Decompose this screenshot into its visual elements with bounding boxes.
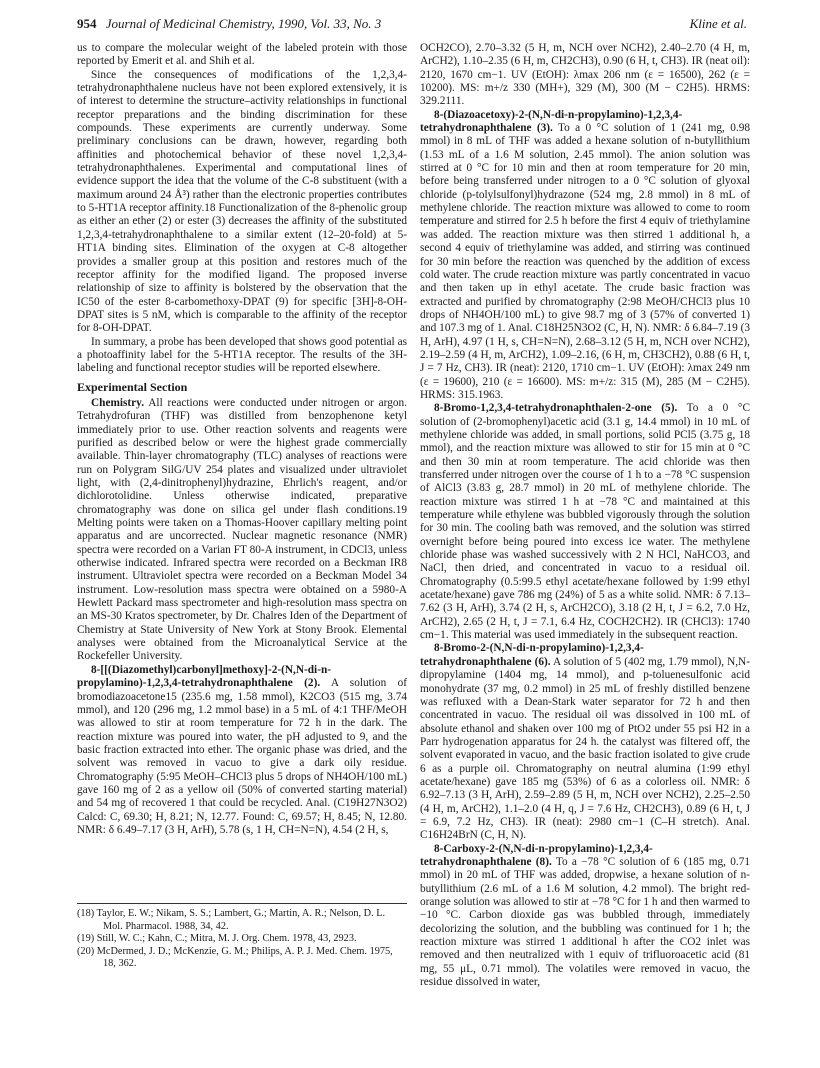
paragraph-text: us to compare the molecular weight of the labeled protein with those reported by Emerit et al. and Shih et al. — [77, 42, 407, 68]
page-number: 954 — [77, 16, 97, 31]
paragraph — [77, 664, 407, 837]
paragraph — [77, 69, 407, 336]
paragraph-lead: 8-[[(Diazomethyl)carbonyl]methoxy]-2-(N,N-di-n-propylamino)-1,2,3,4-tetrahydronaphthalene (2). — [77, 663, 332, 690]
paragraph-text: OCH2CO), 2.70–3.32 (5 H, m, NCH over NCH2), 2.40–2.70 (4 H, m, ArCH2), 1.10–2.35 (6 H, m, CH2CH3), 0.90 (6 H, t, CH3). IR (neat oil): 2120, 1670 cm−1. UV (EtOH): λmax 206 nm (ε = 16500), 262 (ε = 10200). MS: m+/z 330 (MH+), 329 (M), 300 (M − C2H5). HRMS: 329.2111. — [420, 42, 750, 108]
paragraph-lead: 8-Bromo-2-(N,N-di-n-propylamino)-1,2,3,4-tetrahydronaphthalene (6). — [420, 642, 644, 668]
paragraph-text: A solution of 5 (402 mg, 1.79 mmol), N,N-dipropylamine (1404 mg, 14 mmol), and p-toluenesulfonic acid monohydrate (37 mg, 0.2 mmol) in 25 mL of freshly distilled benzene was refluxed with a Dean-Stark water separator for 72 h and then concentrated in vacuo. The residual oil was dissolved in 100 mL of absolute ethanol and shaken over 100 mg of PtO2 under 55 psi H2 in a Parr hydrogenation apparatus for 24 h. the catalyst was filtered off, the solvent evaporated in vacuo, and the basic fraction isolated to give crude 6 as a purple oil. Chromatography on neutral alumina (1:99 ethyl acetate/hexane) gave 185 mg (53%) of 6 as a colorless oil. NMR: δ 6.92–7.13 (3 H, ArH), 2.59–2.89 (5 H, m, NCH over NCH2), 2.25–2.50 (4 H, m, ArCH2), 1.1–2.0 (4 H, q, J = 7.6 Hz, CH2CH3), 0.89 (6 H, t, J = 6.9, 7.2 Hz, CH3). IR (neat): 2980 cm−1 (C–H stretch). Anal. C16H24BrN (C, H, N). — [420, 655, 750, 842]
running-header — [77, 16, 747, 34]
paragraph — [420, 843, 750, 990]
footnote: (20) McDermed, J. D.; McKenzie, G. M.; Philips, A. P. J. Med. Chem. 1975, 18, 362. — [77, 945, 393, 970]
paragraph-lead: Chemistry. — [91, 396, 145, 409]
paragraph — [420, 642, 750, 842]
footnote: (19) Still, W. C.; Kahn, C.; Mitra, M. J. Org. Chem. 1978, 43, 2923. — [77, 933, 357, 945]
paragraph — [77, 397, 407, 664]
journal-citation: Journal of Medicinal Chemistry, 1990, Vol. 33, No. 3 — [105, 16, 382, 31]
paragraph-lead: 8-Carboxy-2-(N,N-di-n-propylamino)-1,2,3,4-tetrahydronaphthalene (8). — [420, 842, 653, 868]
paragraph-text: To a 0 °C solution of (2-bromophenyl)acetic acid (3.1 g, 14.4 mmol) in 10 mL of methylene chloride was added, in small portions, solid PCl5 (3.75 g, 18 mmol), and the reaction mixture was allowed to stir for 15 min at 0 °C and then 30 min at room temperature. The acid chloride was then transferred under nitrogen over the course of 1 h to a −78 °C suspension of AlCl3 (3.83 g, 28.7 mmol) in 20 mL of methylene chloride. The reaction mixture was stirred 1 h at −78 °C and maintained at this temperature while ethylene was bubbled vigorously through the solution for 30 min. The cooling bath was removed, and the solution was stirred overnight before being poured into excess ice water. The methylene chloride phase was washed successively with 2 N HCl, NaHCO3, and NaCl, then dried, and concentrated in vacuo to a residual oil. Chromatography (0.5:99.5 ethyl acetate/hexane followed by 1:99 ethyl acetate/hexane) gave 786 mg (24%) of 5 as a white solid. NMR: δ 7.13–7.62 (3 H, ArH), 3.74 (2 H, s, ArCH2CO), 3.18 (2 H, t, J = 6.2, 7.0 Hz, ArCH2), 2.65 (2 H, t, J = 7.1, 6.4 Hz, COCH2CH2). IR (CHCl3): 1740 cm−1. This material was used immediately in the subsequent reaction. — [420, 402, 750, 642]
paragraph — [77, 336, 407, 376]
right-column — [420, 42, 750, 989]
paragraph-text: To a 0 °C solution of 1 (241 mg, 0.98 mmol) in 8 mL of THF was added a hexane solution of n-butyllithium (1.53 mL of a 1.6 M solution, 2.45 mmol). The anion solution was stirred at 0 °C for 10 min and then at room temperature for 20 min, before being transferred under nitrogen to a 0 °C solution of glyoxal chloride (p-tolylsulfonyl)hydrazone (524 mg, 2.8 mmol) in 8 mL of methylene chloride. The reaction mixture was allowed to come to room temperature and stirred for 2.5 h before the first 4 equiv of triethylamine was added. The reaction mixture was then stirred 1 additional h, a second 4 equiv of triethylamine was added, and stirring was continued for 30 min before the reaction was quenched by the addition of excess cold water. The crude reaction mixture was partly concentrated in vacuo and then taken up in ethyl acetate. The crude basic fraction was extracted and purified by chromatography (2:98 MeOH/CHCl3 plus 10 drops of NH4OH/100 mL) to give 98.7 mg of 3 (57% of converted 1) and 107.3 mg of 1. Anal. C18H25N3O2 (C, H, N). NMR: δ 6.84–7.19 (3 H, ArH), 4.97 (1 H, s, CH=N=N), 2.68–3.12 (5 H, m, NCH over NCH2), 2.19–2.59 (4 H, m, ArCH2), 1.09–2.16, (6 H, m, CH3CH2), 0.88 (6 H, t, J = 7 Hz, CH3). IR (neat): 2120, 1710 cm−1. UV (EtOH): λmax 249 nm (ε = 19600), 210 (ε = 16600). MS: m+/z: 315 (M), 285 (M − C2H5). HRMS: 315.1963. — [420, 122, 750, 401]
paragraph — [420, 402, 750, 642]
paragraph-text: To a −78 °C solution of 6 (185 mg, 0.71 mmol) in 20 mL of THF was added, dropwise, a hexane solution of n-butyllithium (2.6 mL of a 1.6 M solution, 4.2 mmol). The bright red-orange solution was allowed to stir at −78 °C for 1 h and then warmed to −10 °C. Carbon dioxide gas was bubbled through, immediately decolorizing the solution, and the bubbling was continued for 1 h; the reaction mixture was stirred 1 additional h after the CO2 inlet was removed and then neutralized with 1 equiv of trifluoroacetic acid (81 mg, 55 μL, 0.71 mmol). The volatiles were removed in vacuo, the residue dissolved in water, — [420, 855, 750, 989]
paragraph — [77, 42, 407, 69]
paragraph-text: In summary, a probe has been developed that shows good potential as a photoaffinity label for the 5-HT1A receptor. The results of the 3H-labeling and functional receptor studies will be reported elsewhere. — [77, 335, 407, 375]
paragraph-text: A solution of bromodiazoacetone15 (235.6 mg, 1.58 mmol), K2CO3 (515 mg, 3.74 mmol), and 120 (296 mg, 1.2 mmol base) in a 5 mL of 4:1 THF/MeOH was allowed to stir at room temperature for 72 h in the dark. The reaction mixture was poured into water, the pH adjusted to 9, and the basic fraction extracted into ether. The organic phase was dried, and the solvent was removed in vacuo to give a dark oily residue. Chromatography (5:95 MeOH–CHCl3 plus 5 drops of NH4OH/100 mL) gave 160 mg of 2 as a yellow oil (50% of converted starting material) and 54 mg of recovered 1 that could be recycled. Anal. (C19H27N3O2) Calcd: C, 69.30; H, 8.21; N, 12.77. Found: C, 69.57; H, 8.45; N, 12.80. NMR: δ 6.49–7.17 (3 H, ArH), 5.78 (s, 1 H, CH=N=N), 4.54 (2 H, s, — [77, 677, 407, 836]
running-authors: Kline et al. — [689, 16, 747, 31]
footnote: (18) Taylor, E. W.; Nikam, S. S.; Lambert, G.; Martin, A. R.; Nelson, D. L. Mol. Pharmacol. 1988, 34, 42. — [77, 908, 386, 932]
section-heading: Experimental Section — [77, 379, 188, 394]
paragraph-lead: 8-(Diazoacetoxy)-2-(N,N-di-n-propylamino)-1,2,3,4-tetrahydronaphthalene (3). — [420, 108, 683, 135]
paragraph-text: Since the consequences of modifications of the 1,2,3,4-tetrahydronaphthalene nucleus have not been explored extensively, it is of interest to determine the structure–activity relationships in functional receptor preparations and the binding discrimination for these compounds. These experiments are currently underway. Some preliminary conclusions can be drawn, however, regarding both affinities and photochemical behavior of these novel 1,2,3,4-tetrahydronaphthalenes. Experimental and computational lines of evidence support the idea that the volume of the C-8 substituent (with a maximum around 24 Å³) rather than the electronic properties contributes to 5-HT1A receptor affinity.18 Functionalization of the 8-phenolic group as either an ether (2) or ester (3) decreases the affinity of the substituted 1,2,3,4-tetrahydronaphthalene to a similar extent (12–20-fold) at 5-HT1A binding sites. Elimination of the oxygen at C-8 altogether provides a smaller group at this position and restores much of the receptor affinity for the modified ligand. The proposed inverse relationship of size to affinity is bolstered by the observation that the IC50 of the ester 8-carbomethoxy-DPAT (9) for specific [3H]-8-OH-DPAT sites is 5 nM, which is comparable to the affinity of the receptor for 8-OH-DPAT. — [77, 68, 407, 335]
paragraph-text: All reactions were conducted under nitrogen or argon. Tetrahydrofuran (THF) was distilled from benzophenone ketyl immediately prior to use. Other reaction solvents and reagents were purified as described below or were the highest grade commercially available. Thin-layer chromatography (TLC) analyses of reactions were run on Polygram SilG/UV 254 plates and visualized under ultraviolet light, with (2,4-dinitrophenyl)hydrazine, Ehrlich's reagent, and/or dichlorotolidine. Unless otherwise indicated, preparative chromatography was done on silica gel under flash conditions.19 Melting points were taken on a Thomas-Hoover capillary melting point apparatus and are uncorrected. Nuclear magnetic resonance (NMR) spectra were recorded on a Varian FT 80-A instrument, in CDCl3, unless otherwise indicated. Infrared spectra were recorded on a Beckman IR8 instrument. Ultraviolet spectra were recorded on a Beckman Model 34 instrument. Low-resolution mass spectra were obtained on a 5980-A Hewlett Packard mass spectrometer and high-resolution mass spectra on an MS-30 Kratos spectrometer, by Dr. Chalres Iden of the Department of Chemistry at State University of New York at Stony Brook. Elemental analyses were obtained from the Microanalytical Service at the Rockefeller University. — [77, 396, 407, 663]
paragraph — [420, 109, 750, 403]
left-column — [77, 42, 407, 837]
footnotes — [77, 903, 407, 971]
paragraph — [420, 42, 750, 109]
paragraph-lead: 8-Bromo-1,2,3,4-tetrahydronaphthalen-2-one (5). — [434, 402, 678, 415]
